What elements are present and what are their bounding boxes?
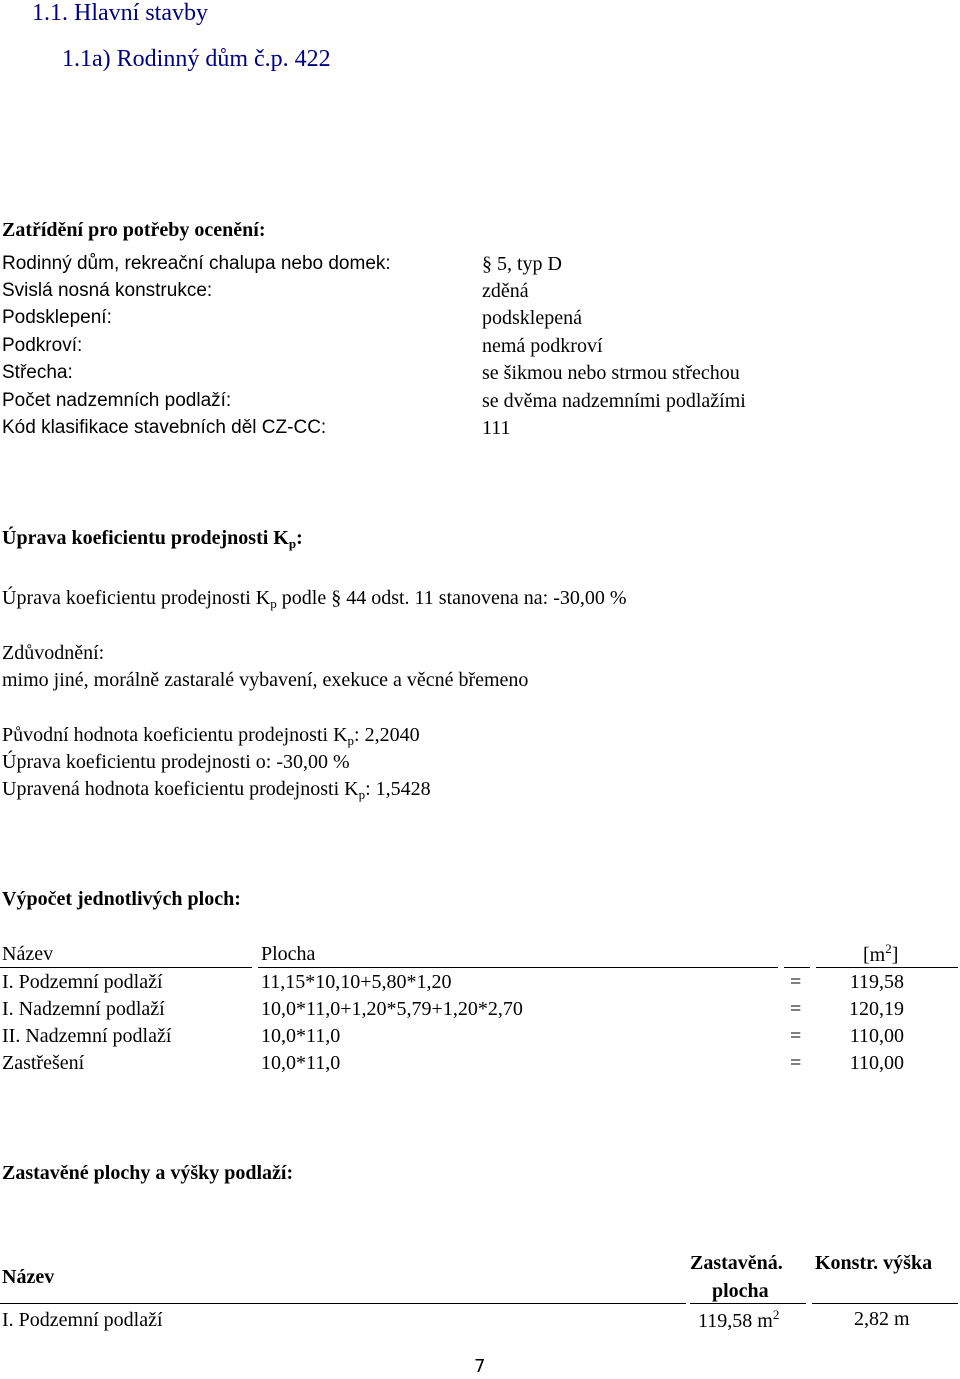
areas-title: Výpočet jednotlivých ploch: xyxy=(2,888,241,910)
classification-value: zděná xyxy=(482,280,529,302)
kp-title-colon: : xyxy=(296,527,303,549)
row-formula: 10,0*11,0+1,20*5,79+1,20*2,70 xyxy=(261,998,523,1020)
row-height: 2,82 m xyxy=(854,1308,910,1330)
kp-new-subscript: p xyxy=(358,787,366,802)
row-equals: = xyxy=(790,1025,802,1047)
kp-line-subscript: p xyxy=(270,596,277,611)
reason-label: Zdůvodnění: xyxy=(2,642,105,664)
classification-label: Svislá nosná konstrukce: xyxy=(2,280,213,301)
unit-bracket-open: [m xyxy=(863,944,886,966)
floors-header-height: Konstr. výška xyxy=(815,1252,933,1274)
reason-text: mimo jiné, morálně zastaralé vybavení, exekuce a věcné břemeno xyxy=(2,669,529,691)
row-value: 119,58 xyxy=(849,971,904,993)
floors-header-rule xyxy=(812,1303,958,1304)
row-name: II. Nadzemní podlaží xyxy=(2,1025,172,1047)
row-area xyxy=(698,1307,779,1333)
row-formula: 10,0*11,0 xyxy=(261,1025,341,1047)
areas-header-rule xyxy=(0,967,252,968)
floors-title: Zastavěné plochy a výšky podlaží: xyxy=(2,1162,294,1184)
row-name: I. Nadzemní podlaží xyxy=(2,998,165,1020)
classification-label: Kód klasifikace stavebních děl CZ-CC: xyxy=(2,417,327,438)
unit-bracket-close: ] xyxy=(891,944,899,966)
areas-header-rule xyxy=(258,967,778,968)
unit-superscript: 2 xyxy=(885,941,892,956)
kp-original-value: : 2,2040 xyxy=(354,724,420,746)
floors-header-name: Název xyxy=(2,1266,55,1288)
classification-label: Podsklepení: xyxy=(2,307,112,328)
kp-line-text: Úprava koeficientu prodejnosti K xyxy=(2,587,271,609)
classification-title: Zatřídění pro potřeby ocenění: xyxy=(2,219,266,241)
row-value: 110,00 xyxy=(849,1052,904,1074)
kp-title-text: Úprava koeficientu prodejnosti K xyxy=(2,527,289,549)
kp-new xyxy=(2,778,431,803)
kp-title-subscript: p xyxy=(288,536,297,551)
areas-header-rule xyxy=(816,967,958,968)
floors-header-area: Zastavěná. xyxy=(690,1252,783,1274)
kp-original xyxy=(2,724,420,749)
section-heading: 1.1. Hlavní stavby xyxy=(32,0,208,26)
row-name: I. Podzemní podlaží xyxy=(2,971,163,993)
kp-adjustment-line xyxy=(2,587,627,612)
classification-label: Střecha: xyxy=(2,362,73,383)
page-number: 7 xyxy=(474,1356,486,1377)
floors-header-rule xyxy=(690,1303,806,1304)
classification-label: Rodinný dům, rekreační chalupa nebo domek: xyxy=(2,253,391,274)
row-area-superscript: 2 xyxy=(772,1307,780,1322)
kp-original-text: Původní hodnota koeficientu prodejnosti K xyxy=(2,724,348,746)
areas-header-rule xyxy=(784,967,810,968)
floors-header-area-2: plocha xyxy=(712,1280,769,1302)
row-area-value: 119,58 m xyxy=(698,1310,773,1332)
classification-label: Počet nadzemních podlaží: xyxy=(2,390,232,411)
classification-value: § 5, typ D xyxy=(482,253,562,275)
floors-header-rule xyxy=(0,1303,686,1304)
row-equals: = xyxy=(790,971,802,993)
row-formula: 10,0*11,0 xyxy=(261,1052,341,1074)
row-value: 120,19 xyxy=(849,998,904,1020)
subsection-heading: 1.1a) Rodinný dům č.p. 422 xyxy=(62,46,331,72)
areas-header-name: Název xyxy=(2,943,54,965)
classification-value: nemá podkroví xyxy=(482,335,603,357)
classification-value: 111 xyxy=(482,417,511,439)
classification-value: se šikmou nebo strmou střechou xyxy=(482,362,740,384)
kp-original-subscript: p xyxy=(347,733,355,748)
kp-title xyxy=(2,527,303,552)
row-equals: = xyxy=(790,1052,802,1074)
kp-new-text: Upravená hodnota koeficientu prodejnosti K xyxy=(2,778,359,800)
areas-header-area: Plocha xyxy=(261,943,316,965)
classification-label: Podkroví: xyxy=(2,335,83,356)
row-name: Zastřešení xyxy=(2,1052,85,1074)
row-value: 110,00 xyxy=(849,1025,904,1047)
kp-new-value: : 1,5428 xyxy=(365,778,431,800)
classification-value: podsklepená xyxy=(482,307,582,329)
row-equals: = xyxy=(790,998,802,1020)
row-formula: 11,15*10,10+5,80*1,20 xyxy=(261,971,452,993)
kp-line-rest: podle § 44 odst. 11 stanovena na: -30,00 % xyxy=(276,587,627,609)
row-name: I. Podzemní podlaží xyxy=(2,1309,163,1331)
areas-header-unit xyxy=(863,941,898,967)
classification-value: se dvěma nadzemními podlažími xyxy=(482,390,746,412)
kp-adjust: Úprava koeficientu prodejnosti o: -30,00 % xyxy=(2,751,350,773)
